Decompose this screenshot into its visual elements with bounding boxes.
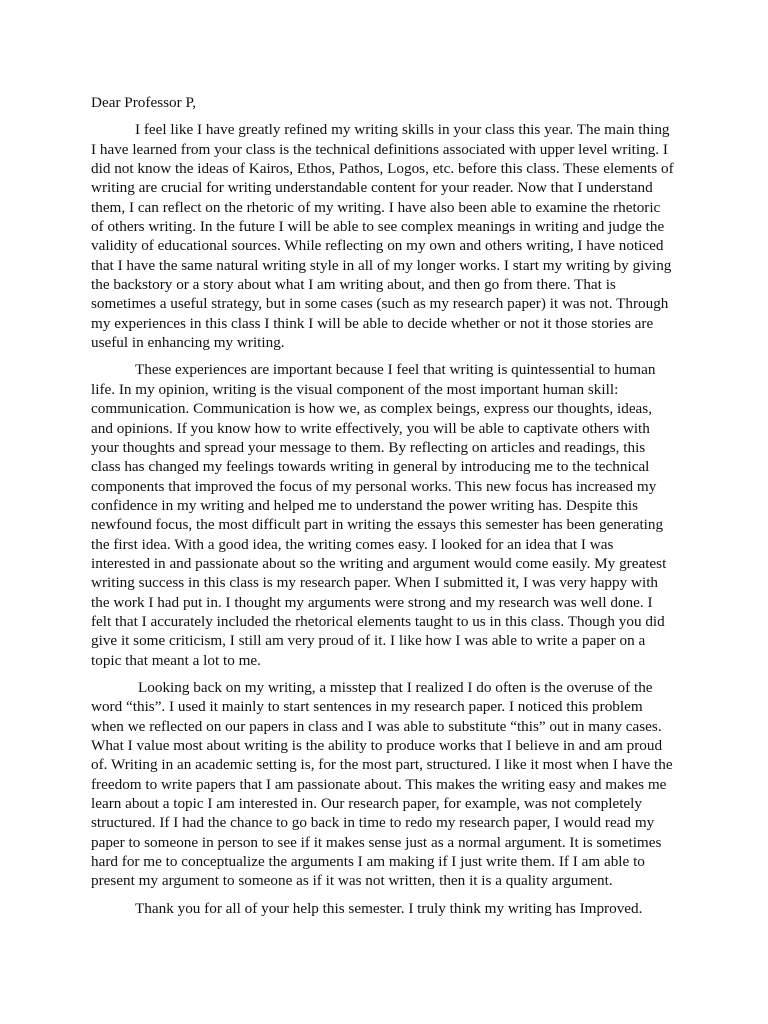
body-paragraph-3: Looking back on my writing, a misstep that I realized I do often is the overuse of the word “this”. I used it mainly to start sentences in my research paper. I noticed this problem when we reflected on our papers in class and I was able to substitute “this” out in many cases. What I value most about writing is the ability to produce works that I believe in and am proud of. Writing in an academic setting is, for the most part, structured. I like it most when I have the freedom to write papers that I am passionate about. This makes the writing easy and makes me learn about a topic I am interested in. Our research paper, for example, was not completely structured. If I had the chance to go back in time to redo my research paper, I would read my paper to someone in person to see if it makes sense just as a normal argument. It is sometimes hard for me to conceptualize the arguments I am making if I just write them. If I am able to present my argument to someone as if it was not written, then it is a quality argument. — [91, 678, 673, 890]
closing-paragraph: Thank you for all of your help this semester. I truly think my writing has Improved. — [135, 899, 643, 917]
body-paragraph-1: I feel like I have greatly refined my writing skills in your class this year. The main thing I have learned from your class is the technical definitions associated with upper level writing. I did not know the ideas of Kairos, Ethos, Pathos, Logos, etc. before this class. These elements of writing are crucial for writing understandable content for your reader. Now that I understand them, I can reflect on the rhetoric of my writing. I have also been able to examine the rhetoric of others writing. In the future I will be able to see complex meanings in writing and judge the validity of educational sources. While reflecting on my own and others writing, I have noticed that I have the same natural writing style in all of my longer works. I start my writing by giving the backstory or a story about what I am writing about, and then go from there. That is sometimes a useful strategy, but in some cases (such as my research paper) it was not. Through my experiences in this class I think I will be able to decide whether or not it those stories are useful in enhancing my writing. — [91, 121, 674, 352]
salutation: Dear Professor P, — [91, 94, 197, 111]
body-paragraph-2: These experiences are important because I feel that writing is quintessential to human life. In my opinion, writing is the visual component of the most important human skill: communication. Communication is how we, as complex beings, express our thoughts, ideas, and opinions. If you know how to write effectively, you will be able to captivate others with your thoughts and spread your message to them. By reflecting on articles and readings, this class has changed my feelings towards writing in general by introducing me to the technical components that improved the focus of my personal works. This new focus has increased my confidence in my writing and helped me to understand the power writing has. Despite this newfound focus, the most difficult part in writing the essays this semester has been generating the first idea. With a good idea, the writing comes easy. I looked for an idea that I was interested in and passionate about so the writing and argument would come easily. My greatest writing success in this class is my research paper. When I submitted it, I was very happy with the work I had put in. I thought my arguments were strong and my research was well done. I felt that I accurately included the rhetorical elements taught to us in this class. Though you did give it some criticism, I still am very proud of it. I like how I was able to write a paper on a topic that meant a lot to me. — [91, 361, 667, 669]
